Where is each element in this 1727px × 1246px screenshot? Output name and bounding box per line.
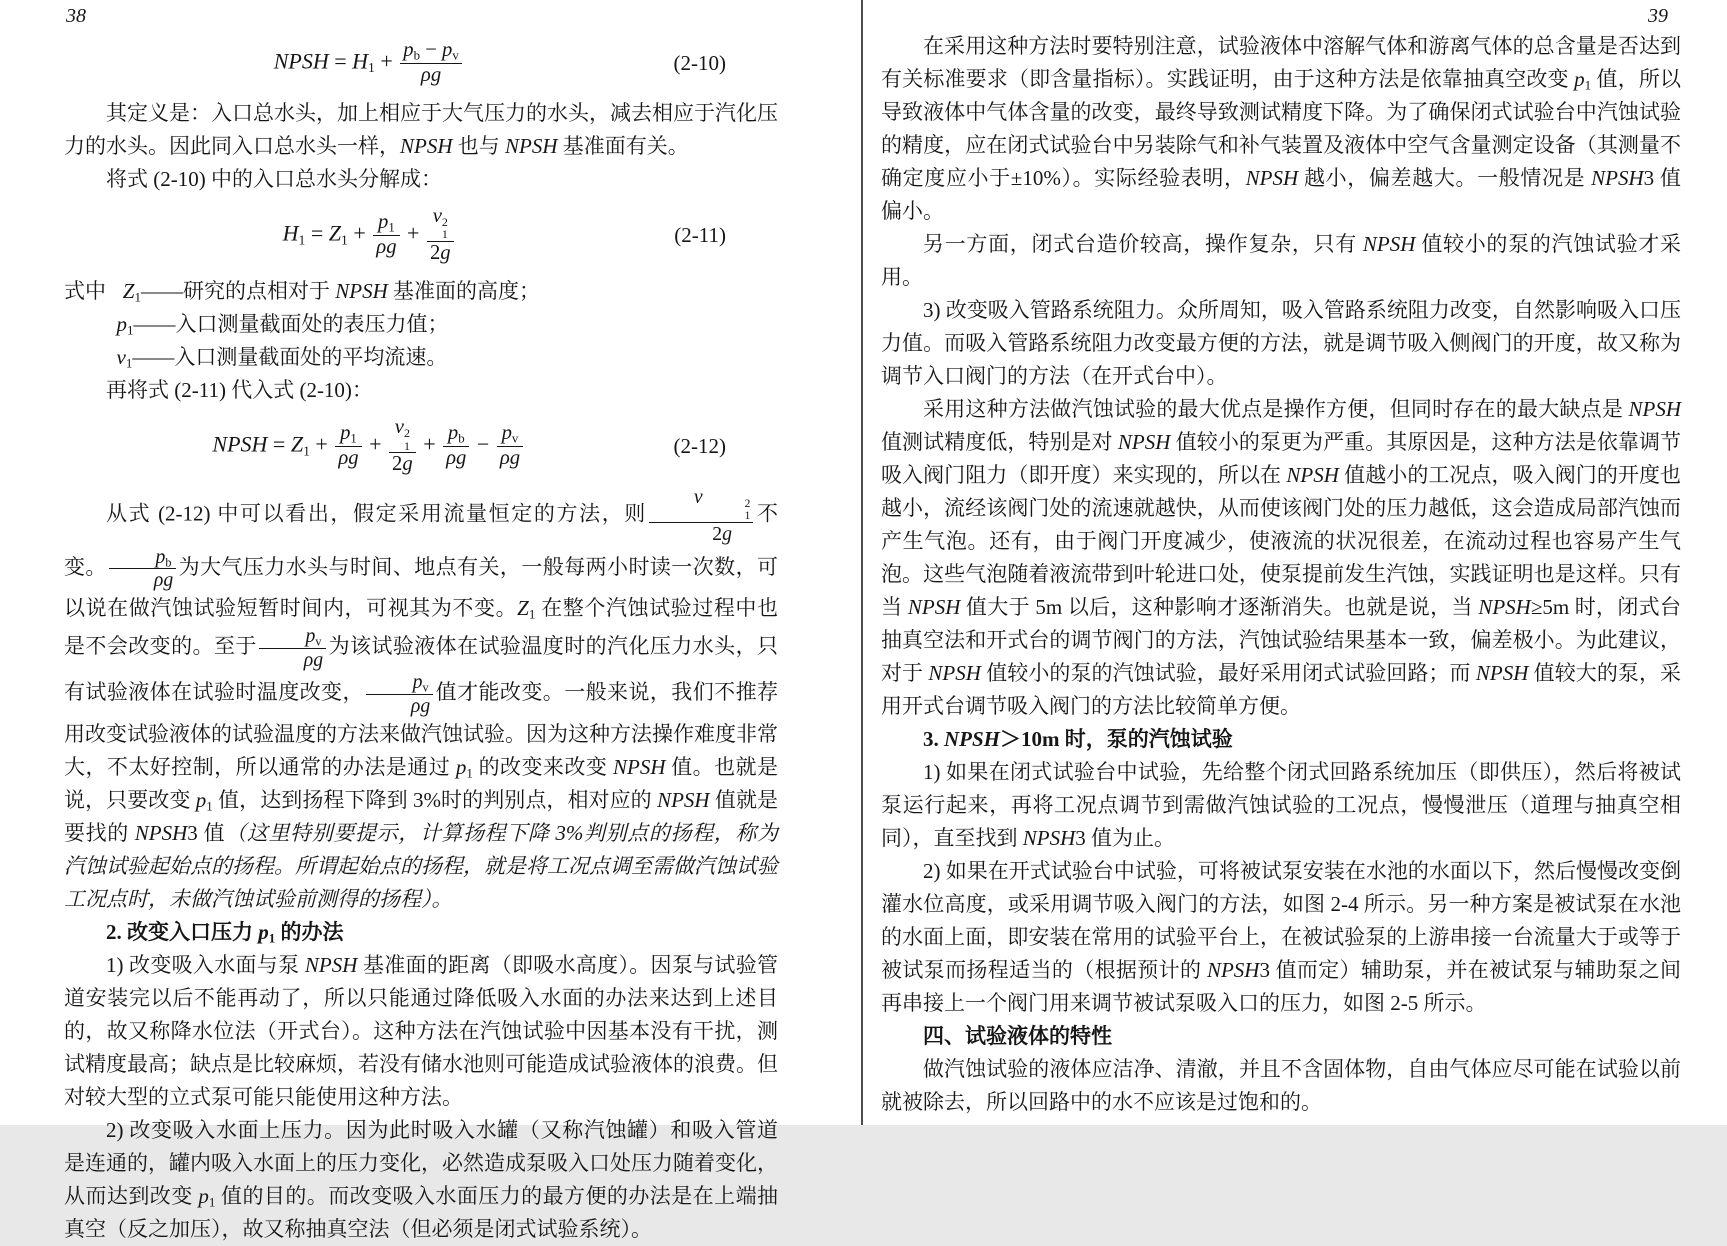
math-variable: NPSH — [1628, 397, 1681, 421]
page-number-right: 39 — [1648, 5, 1668, 27]
math-variable: NPSH — [657, 787, 710, 812]
paragraph: 在采用这种方法时要特别注意，试验液体中溶解气体和游离气体的总含量是否达到有关标准要求（即含量指标）。实践证明，由于这种方法是依靠抽真空改变 $p_1$ 值，所以导致液体中气体含量的改变，最终导致测试精度下降。为了确保闭式试验台中汽蚀试验的精度，应在闭式试验台中另装除气和补气装置及液体中空气含量测定设备（其测量不确定度应小于±10%）。实际经验表明，NPSH 越小，偏差越大。一般情况是 NPSH3 值偏小。 — [881, 34, 1682, 223]
math-variable: p — [198, 1183, 209, 1208]
math-variable: NPSH — [273, 48, 329, 74]
section-heading: 3. NPSH＞10m 时，泵的汽蚀试验 — [923, 727, 1233, 751]
sub: 1 — [208, 1194, 216, 1210]
sub: 1 — [298, 232, 306, 247]
math-variable: NPSH — [1117, 430, 1171, 454]
math-variable: NPSH — [335, 278, 388, 303]
inline-fraction — [259, 625, 326, 671]
math-variable: v — [432, 204, 442, 227]
math-variable: NPSH — [134, 820, 188, 845]
inline-fraction: v 2 1 2g — [427, 205, 454, 266]
definition-row: $v_1——$入口测量截面处的平均流速。 — [116, 344, 448, 371]
paragraph: 采用这种方法做汽蚀试验的最大优点是操作方便，但同时存在的最大缺点是 NPSH 值测试精度低，特别是对 NPSH 值较小的泵更为严重。其原因是，这种方法是依靠调节吸入阀门阻力（即开度）来实现的，所以在 NPSH 值越小的工况点，吸入阀门的开度也越小，流经该阀门处的流速就越快，从而使该阀门处的压力越低，这会造成局部汽蚀而产生气泡。还有，由于阀门开度减少，使液流的状况很差，在流动过程也容易产生气泡。这些气泡随着液流带到叶轮进口处，使泵提前发生汽蚀，实践证明也是这样。只有当 NPSH 值大于 5m 以后，这种影响才逐渐消失。也就是说，当 NPSH≥5m 时，闭式台抽真空法和开式台的调节阀门的方法，汽蚀试验结果基本一致，偏差极小。为此建议，对于 NPSH 值较小的泵的汽蚀试验，最好采用闭式试验回路；而 NPSH 值较大的泵，采用开式台调节吸入阀门的方法比较简单方便。 — [881, 397, 1682, 718]
math-variable: p — [305, 624, 316, 647]
sub: 1 — [125, 355, 133, 371]
math-variable: NPSH — [613, 754, 666, 779]
sub: v — [422, 680, 429, 695]
sub: v — [452, 48, 459, 63]
stacked-scripts: 2 1 — [403, 425, 410, 453]
math-variable: p — [116, 311, 127, 336]
paragraph: 2) 如果在开式试验台中试验，可将被试泵安装在水池的水面以下，然后慢慢改变倒灌水位高度，或采用调节吸入阀门的方法，如图 2-4 所示。另一种方案是被试泵在水池的水面上面，即安装在常用的试验平台上，在被试验泵的上游串接一台流量大于或等于被试泵而扬程适当的（根据预计的 NPSH3 值而定）辅助泵，并在被试泵与辅助泵之间再串接上一个阀门用来调节被试泵吸入口的压力，如图 2-5 所示。 — [881, 859, 1682, 1015]
section-heading: 四、试验液体的特性 — [923, 1024, 1112, 1048]
sub: 1 — [528, 606, 536, 622]
sub: 1 — [303, 443, 310, 459]
stacked-scripts: 2 1 — [441, 214, 448, 242]
paragraph: 从式 (2-12) 中可以看出，假定采用流量恒定的方法，则 v 2 1 2g 不变。 $\frac{p_b}{\rho g}$ 为大气压力水头与时间、地点有关，一般每两小时读一次数，可以说在做汽蚀试验短暂时间内，可视其为不变。$Z_1$ 在整个汽蚀试验过程中也是不会改变的。至于 $\frac{p_v}{\rho g}$ 为该试验液体在试验温度时的汽化压力水头，只有试验液体在试验时温度改变， $\frac{p_v}{\rho g}$ 值才能改变。一般来说，我们不推荐用改变试验液体的试验温度的方法来做汽蚀试验。因为这种方法操作难度非常大，不太好控制，所以通常的办法是通过 $p_1$ 的改变来改变 NPSH 值。也就是说，只要改变 $p_1$ 值，达到扬程下降到 3%时的判别点，相对应的 NPSH 值就是要找的 NPSH3 值（这里特别要提示，计算扬程下降 3%判别点的扬程，称为汽蚀试验起始点的扬程。所谓起始点的扬程，就是将工况点调至需做汽蚀试验工况点时，未做汽蚀试验前测得的扬程）。 — [64, 485, 779, 911]
math-variable: g — [402, 453, 413, 476]
math-variable: NPSH — [1286, 463, 1339, 487]
sub: 1 — [368, 60, 375, 76]
math-variable: g — [440, 241, 451, 264]
math-variable: Z — [290, 431, 304, 457]
math-variable: Z — [328, 220, 342, 246]
math-variable: H — [282, 220, 299, 246]
inline-fraction — [497, 422, 523, 471]
math-variable: v — [116, 344, 126, 369]
math-variable: p — [258, 919, 269, 944]
sub: 1 — [127, 322, 134, 338]
kaiti-note: （这里特别要提示，计算扬程下降 3%判别点的扬程，称为汽蚀试验起始点的扬程。所谓起始点的扬程，就是将工况点调至需做汽蚀试验工况点时，未做汽蚀试验前测得的扬程）。 — [64, 820, 778, 911]
math-variable: NPSH — [1206, 958, 1260, 982]
equation — [64, 416, 778, 477]
sub: 1 — [350, 431, 357, 446]
equation-number: (2-10) — [673, 50, 726, 75]
sub: 1 — [134, 289, 141, 305]
definition-row: 式中 $Z_1——$研究的点相对于 NPSH 基准面的高度； — [64, 278, 540, 305]
math-variable: ρg — [376, 235, 397, 258]
math-variable: ρg — [303, 648, 324, 671]
math-variable: ρg — [338, 446, 359, 469]
math-variable: p — [442, 39, 453, 61]
inline-fraction: $\frac{p_b - p_v}{\rho g}$ — [400, 39, 462, 88]
paragraph: 1) 改变吸入水面与泵 NPSH 基准面的距离（即吸水高度）。因泵与试验管道安装完以后不能再动了，所以只能通过降低吸入水面的办法来达到上述目的，故又称降水位法（开式台）。这种方法在汽蚀试验中因基本没有干扰，测试精度最高；缺点是比较麻烦，若没有储水池则可能造成试验液体的浪费。但对较大型的立式泵可能只能使用这种方法。 — [64, 952, 779, 1109]
math-variable: NPSH — [400, 133, 453, 158]
math-variable: NPSH — [1478, 595, 1531, 619]
paragraph: 其定义是：入口总水头，加上相应于大气压力的水头，减去相应于汽化压力的水头。因此同入口总水头一样，NPSH 也与 NPSH 基准面有关。 — [64, 100, 778, 158]
definition-label: 式中 — [64, 278, 106, 303]
math-variable: ρg — [446, 446, 467, 469]
sub: 1 — [388, 220, 395, 235]
inline-fraction — [373, 211, 399, 260]
paragraph: 3) 改变吸入管路系统阻力。众所周知，吸入管路系统阻力改变，自然影响吸入口压力值。而吸入管路系统阻力改变最方便的方法，就是调节吸入侧阀门的开度，故又称为调节入口阀门的方法（在开式台中）。 — [881, 298, 1681, 388]
inline-fraction — [443, 422, 469, 471]
math-variable: Z — [122, 278, 135, 303]
sub: b — [458, 431, 465, 446]
inline-fraction — [366, 671, 433, 717]
math-variable: p — [501, 422, 512, 445]
math-variable: p — [412, 671, 423, 694]
paragraph: 另一方面，闭式台造价较高，操作复杂，只有 NPSH 值较小的泵的汽蚀试验才采用。 — [881, 232, 1682, 289]
math-variable: H — [352, 48, 369, 74]
math-variable: NPSH — [1022, 826, 1076, 850]
math-variable: NPSH — [212, 431, 268, 457]
page-39-content — [881, 30, 1681, 1119]
math-variable: NPSH — [1475, 661, 1529, 685]
math-variable: ρg — [420, 63, 442, 86]
page-divider — [861, 0, 863, 1125]
math-variable: NPSH — [505, 133, 558, 158]
page-number-left: 38 — [66, 5, 86, 27]
sub: b — [413, 48, 421, 63]
math-variable: ρg — [153, 569, 174, 592]
inline-fraction — [109, 546, 176, 592]
math-variable: v — [693, 485, 703, 508]
math-variable: p — [1574, 67, 1585, 91]
definition-row: $p_1——$入口测量截面处的表压力值； — [116, 311, 449, 338]
math-variable: NPSH — [304, 952, 358, 977]
math-variable: p — [155, 545, 166, 568]
section-heading: 2. 改变入口压力 $p_1$ 的办法 — [106, 919, 344, 946]
math-variable: Z — [517, 595, 529, 620]
equation-body: NPSH = $Z_1$ + $\frac{p_1}{\rho g}$ + v 2 1 2g + $\frac{p_b}{\rho g}$ − $\frac{p_v}{\rho g}$ — [64, 416, 674, 477]
sub: v — [315, 634, 322, 649]
inline-fraction: v 2 1 2g — [649, 486, 753, 546]
equation-body: NPSH = $H_1$ + $\frac{p_b - p_v}{\rho g}$ — [64, 39, 674, 88]
sub: 1 — [466, 765, 473, 781]
math-variable: p — [403, 39, 414, 61]
math-variable: p — [455, 754, 467, 779]
equation — [64, 39, 778, 88]
inline-fraction: v 2 1 2g — [389, 416, 416, 477]
math-variable: NPSH — [1591, 166, 1644, 190]
paragraph: 再将式 (2-11) 代入式 (2-10)： — [106, 377, 373, 402]
equation-number: (2-12) — [673, 433, 726, 458]
equation-number: (2-11) — [674, 222, 726, 247]
math-variable: NPSH — [944, 727, 1001, 751]
paragraph: 将式 (2-10) 中的入口总水头分解成： — [106, 166, 442, 191]
math-variable: p — [447, 422, 459, 445]
math-variable: ρg — [499, 446, 521, 469]
math-variable: NPSH — [907, 595, 961, 619]
math-variable: NPSH — [1245, 166, 1299, 190]
sub: 1 — [341, 232, 348, 247]
equation-body: $H_1 = Z_1$ + $\frac{p_1}{\rho g}$ + v 2 1 2g — [64, 205, 674, 266]
sub: 1 — [206, 798, 213, 814]
sub: 1 — [268, 930, 276, 946]
page-38-content — [64, 30, 778, 1246]
math-variable: p — [195, 787, 207, 812]
equation — [64, 205, 778, 266]
paragraph: 做汽蚀试验的液体应洁净、清澈，并且不含固体物，自由气体应尽可能在试验以前就被除去，所以回路中的水不应该是过饱和的。 — [881, 1057, 1681, 1114]
paragraph: 2) 改变吸入水面上压力。因为此时吸入水罐（又称汽蚀罐）和吸入管道是连通的，罐内吸入水面上的压力变化，必然造成泵吸入口处压力随着变化，从而达到改变 $p_1$ 值的目的。而改变吸入水面压力的最方便的办法是在上端抽真空（反之加压），故又称抽真空法（但必须是闭式试验系统）。 — [64, 1117, 779, 1241]
math-variable: p — [340, 422, 351, 445]
math-variable: g — [722, 522, 733, 545]
sub: 1 — [1584, 77, 1592, 93]
sub: b — [165, 555, 172, 570]
math-variable: NPSH — [928, 661, 981, 685]
math-variable: p — [378, 210, 389, 233]
stacked-scripts: 2 1 — [744, 497, 751, 522]
math-variable: v — [394, 415, 404, 438]
math-variable: NPSH — [1362, 232, 1416, 256]
sub: v — [511, 431, 519, 446]
inline-fraction — [335, 422, 361, 471]
math-variable: ρg — [410, 695, 431, 718]
paragraph: 1) 如果在闭式试验台中试验，先给整个闭式回路系统加压（即供压），然后将被试泵运行起来，再将工况点调节到需做汽蚀试验的工况点，慢慢泄压（道理与抽真空相同），直至找到 NPSH3 值为止。 — [881, 760, 1681, 850]
